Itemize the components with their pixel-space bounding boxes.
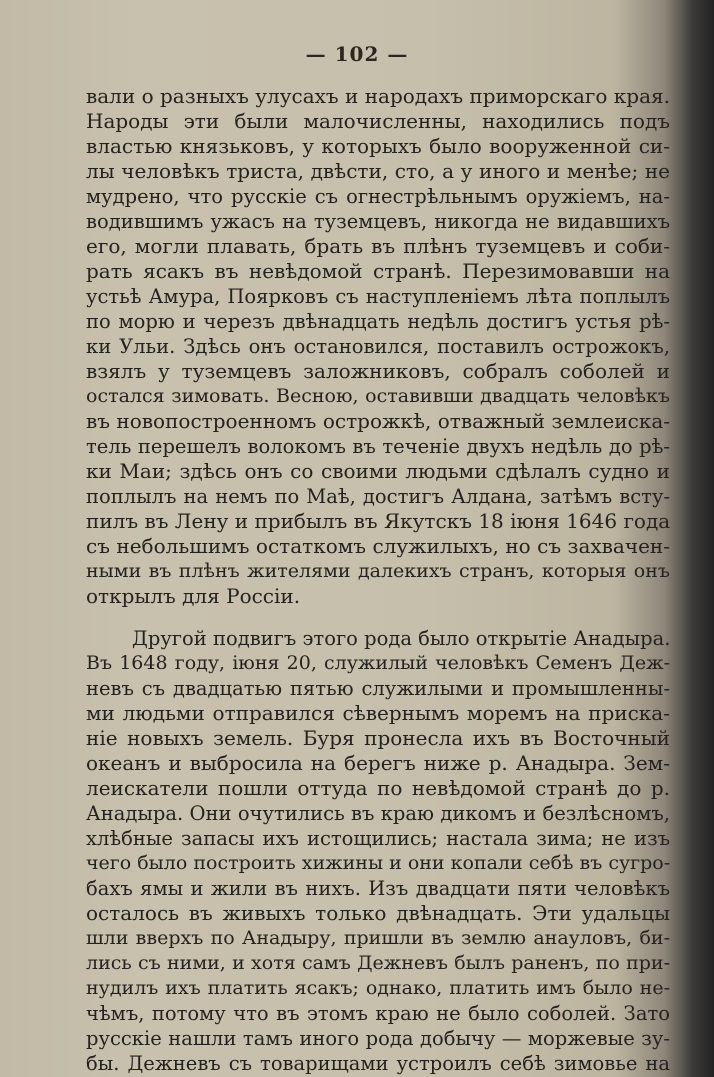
text-line: въ новопостроенномъ острожкѣ, отважный землеиска-: [86, 409, 670, 433]
paragraph-2: [86, 626, 670, 1076]
text-line: лись съ ними, и хотя самъ Дежневъ былъ раненъ, по при-: [86, 952, 670, 974]
text-line: ными въ плѣнъ жителями далекихъ странъ, которыя онъ: [86, 560, 670, 582]
text-line: ми людьми отправился сѣвернымъ моремъ на приска-: [86, 701, 670, 725]
text-line: русскіе нашли тамъ иного рода добычу — моржевые зу-: [86, 1027, 670, 1050]
text-line: хлѣбные запасы ихъ истощились; настала зима; не изъ: [86, 827, 670, 850]
text-line: вали о разныхъ улусахъ и народахъ приморскаго края.: [86, 84, 670, 108]
text-line: лы человѣкъ триста, двѣсти, сто, а у иного и менѣе; не: [86, 159, 670, 183]
text-line: Народы эти были малочисленны, находились подъ: [86, 109, 670, 133]
text-line: бы. Дежневъ съ товарищами устроилъ себѣ зимовье на: [86, 1052, 670, 1075]
text-line: мудрено, что русскіе съ огнестрѣльнымъ оружіемъ, на-: [86, 185, 670, 208]
text-line: его, могли плавать, брать въ плѣнъ туземцевъ и соби-: [86, 234, 670, 258]
text-line: Другой подвигъ этого рода было открытіе Анадыра.: [132, 627, 670, 650]
text-line: водившимъ ужасъ на туземцевъ, никогда не видавшихъ: [86, 210, 670, 233]
text-line: взялъ у туземцевъ заложниковъ, собралъ соболей и: [86, 359, 670, 383]
text-line: поплылъ на немъ по Маѣ, достигъ Алдана, затѣмъ всту-: [86, 485, 670, 508]
text-line: рать ясакъ въ невѣдомой странѣ. Перезимовавши на: [86, 259, 670, 283]
text-line: властью князьковъ, у которыхъ было вооруженной си-: [86, 134, 670, 158]
text-line: ки Ульи. Здѣсь онъ остановился, поставилъ острожокъ,: [86, 335, 670, 358]
text-line: по морю и черезъ двѣнадцать недѣль достигъ устья рѣ-: [86, 310, 670, 333]
text-line: Анадыра. Они очутились въ краю дикомъ и безлѣсномъ,: [86, 802, 670, 825]
body-text: [86, 84, 670, 1076]
text-line: шли вверхъ по Анадыру, пришли въ землю анауловъ, би-: [86, 927, 670, 949]
text-line: нудилъ ихъ платить ясакъ; однако, платить имъ было не-: [86, 977, 670, 999]
text-line: устьѣ Амура, Поярковъ съ наступленіемъ лѣта поплылъ: [86, 285, 670, 308]
text-line: чѣмъ, потому что въ этомъ краю не было соболей. Зато: [86, 1002, 670, 1025]
text-line: ніе новыхъ земель. Буря пронесла ихъ въ Восточный: [86, 726, 670, 750]
text-line: бахъ ямы и жили въ нихъ. Изъ двадцати пяти человѣкъ: [86, 877, 670, 900]
text-line: ки Маи; здѣсь онъ со своими людьми сдѣлалъ судно и: [86, 459, 670, 483]
paragraph-gap: [86, 609, 670, 626]
text-line: пилъ въ Лену и прибылъ въ Якутскъ 18 іюня 1646 года: [86, 509, 670, 533]
text-line: открылъ для Россіи.: [86, 584, 301, 608]
text-line: тель перешелъ волокомъ въ теченіе двухъ недѣль до рѣ-: [86, 435, 670, 458]
text-line: чего было построить хижины и они копали себѣ въ сугро-: [86, 852, 670, 874]
text-line: осталось въ живыхъ только двѣнадцать. Эти удальцы: [86, 901, 670, 925]
page-number: — 102 —: [305, 42, 409, 66]
paragraph-1: [86, 84, 670, 609]
text-line: остался зимовать. Весною, оставивши двадцать человѣкъ: [86, 385, 670, 407]
text-line: невъ съ двадцатью пятью служилыми и промышленны-: [86, 677, 670, 700]
text-line: океанъ и выбросила на берегъ ниже р. Анадыра. Зем-: [86, 751, 670, 775]
text-line: съ небольшимъ остаткомъ служилыхъ, но съ захвачен-: [86, 534, 670, 558]
text-line: Въ 1648 году, іюня 20, служилый человѣкъ Семенъ Деж-: [86, 652, 670, 674]
text-line: леискатели пошли оттуда по невѣдомой странѣ до р.: [86, 776, 670, 800]
